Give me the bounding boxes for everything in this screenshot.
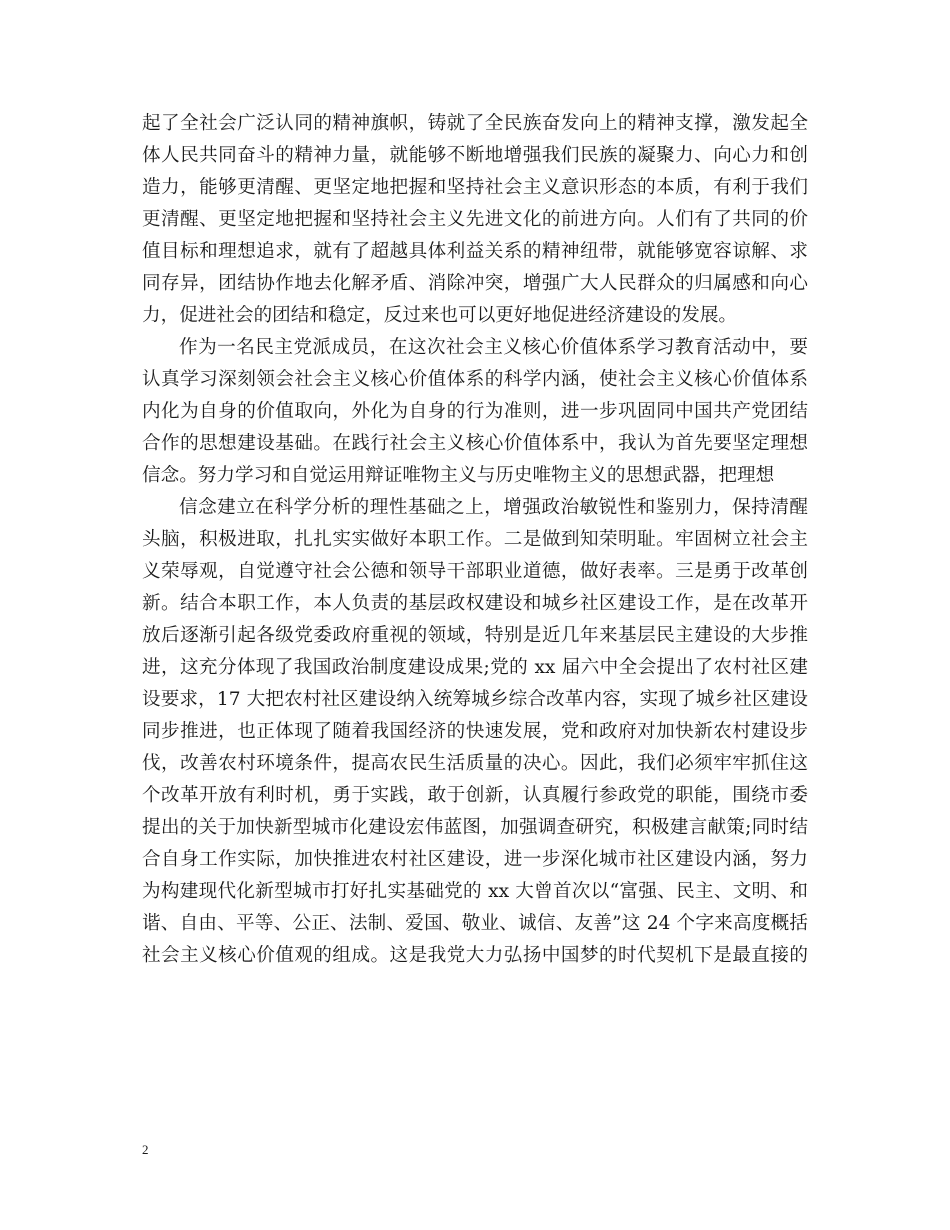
paragraph-line: 合作的思想建设基础。在践行社会主义核心价值体系中，我认为首先要坚定理想 [142,433,808,454]
paragraph-line: 个改革开放有利时机，勇于实践，敢于创新，认真履行参政党的职能，围绕市委 [142,785,808,806]
paragraph-line: 造力，能够更清醒、更坚定地把握和坚持社会主义意识形态的本质，有利于我们 [142,177,808,198]
paragraph-line: 同存异，团结协作地去化解矛盾、消除冲突，增强广大人民群众的归属感和向心 [142,273,808,294]
paragraph-line: 更清醒、更坚定地把握和坚持社会主义先进文化的前进方向。人们有了共同的价 [142,209,808,230]
paragraph-line: 提出的关于加快新型城市化建设宏伟蓝图，加强调查研究，积极建言献策;同时结 [142,817,808,838]
paragraph-line: 设要求，17 大把农村社区建设纳入统筹城乡综合改革内容，实现了城乡社区建设 [142,689,808,710]
paragraph-line: 义荣辱观，自觉遵守社会公德和领导干部职业道德，做好表率。三是勇于改革创 [142,561,808,582]
paragraph-line: 谐、自由、平等、公正、法制、爱国、敬业、诚信、友善”这 24 个字来高度概括 [142,913,808,934]
paragraph-line: 认真学习深刻领会社会主义核心价值体系的科学内涵，使社会主义核心价值体系 [142,369,808,390]
paragraph-line: 放后逐渐引起各级党委政府重视的领域，特别是近几年来基层民主建设的大步推 [142,625,808,646]
paragraph-line: 值目标和理想追求，就有了超越具体利益关系的精神纽带，就能够宽容谅解、求 [142,241,808,262]
paragraph-line: 进，这充分体现了我国政治制度建设成果;党的 xx 届六中全会提出了农村社区建 [142,657,808,678]
paragraph-line: 伐，改善农村环境条件，提高农民生活质量的决心。因此，我们必须牢牢抓住这 [142,753,808,774]
page-number: 2 [142,1142,149,1157]
paragraph-line: 体人民共同奋斗的精神力量，就能够不断地增强我们民族的凝聚力、向心力和创 [142,145,808,166]
paragraph-line: 社会主义核心价值观的组成。这是我党大力弘扬中国梦的时代契机下是最直接的 [142,945,808,966]
paragraph-line: 新。结合本职工作，本人负责的基层政权建设和城乡社区建设工作，是在改革开 [142,593,808,614]
paragraph-line: 合自身工作实际，加快推进农村社区建设，进一步深化城市社区建设内涵，努力 [142,849,808,870]
paragraph-line: 同步推进，也正体现了随着我国经济的快速发展，党和政府对加快新农村建设步 [142,721,808,742]
paragraph-line: 力，促进社会的团结和稳定，反过来也可以更好地促进经济建设的发展。 [142,305,738,326]
paragraph-line: 内化为自身的价值取向，外化为自身的行为准则，进一步巩固同中国共产党团结 [142,401,808,422]
paragraph-line: 信念。努力学习和自觉运用辩证唯物主义与历史唯物主义的思想武器，把理想 [142,465,775,486]
paragraph-line: 起了全社会广泛认同的精神旗帜，铸就了全民族奋发向上的精神支撑，激发起全 [142,113,808,134]
paragraph-line: 作为一名民主党派成员，在这次社会主义核心价值体系学习教育活动中，要 [179,337,808,358]
document-body [142,108,808,972]
paragraph-line: 为构建现代化新型城市打好扎实基础党的 xx 大曾首次以“富强、民主、文明、和 [142,881,808,902]
paragraph-line: 信念建立在科学分析的理性基础之上，增强政治敏锐性和鉴别力，保持清醒 [179,497,808,518]
paragraph-line: 头脑，积极进取，扎扎实实做好本职工作。二是做到知荣明耻。牢固树立社会主 [142,529,808,550]
